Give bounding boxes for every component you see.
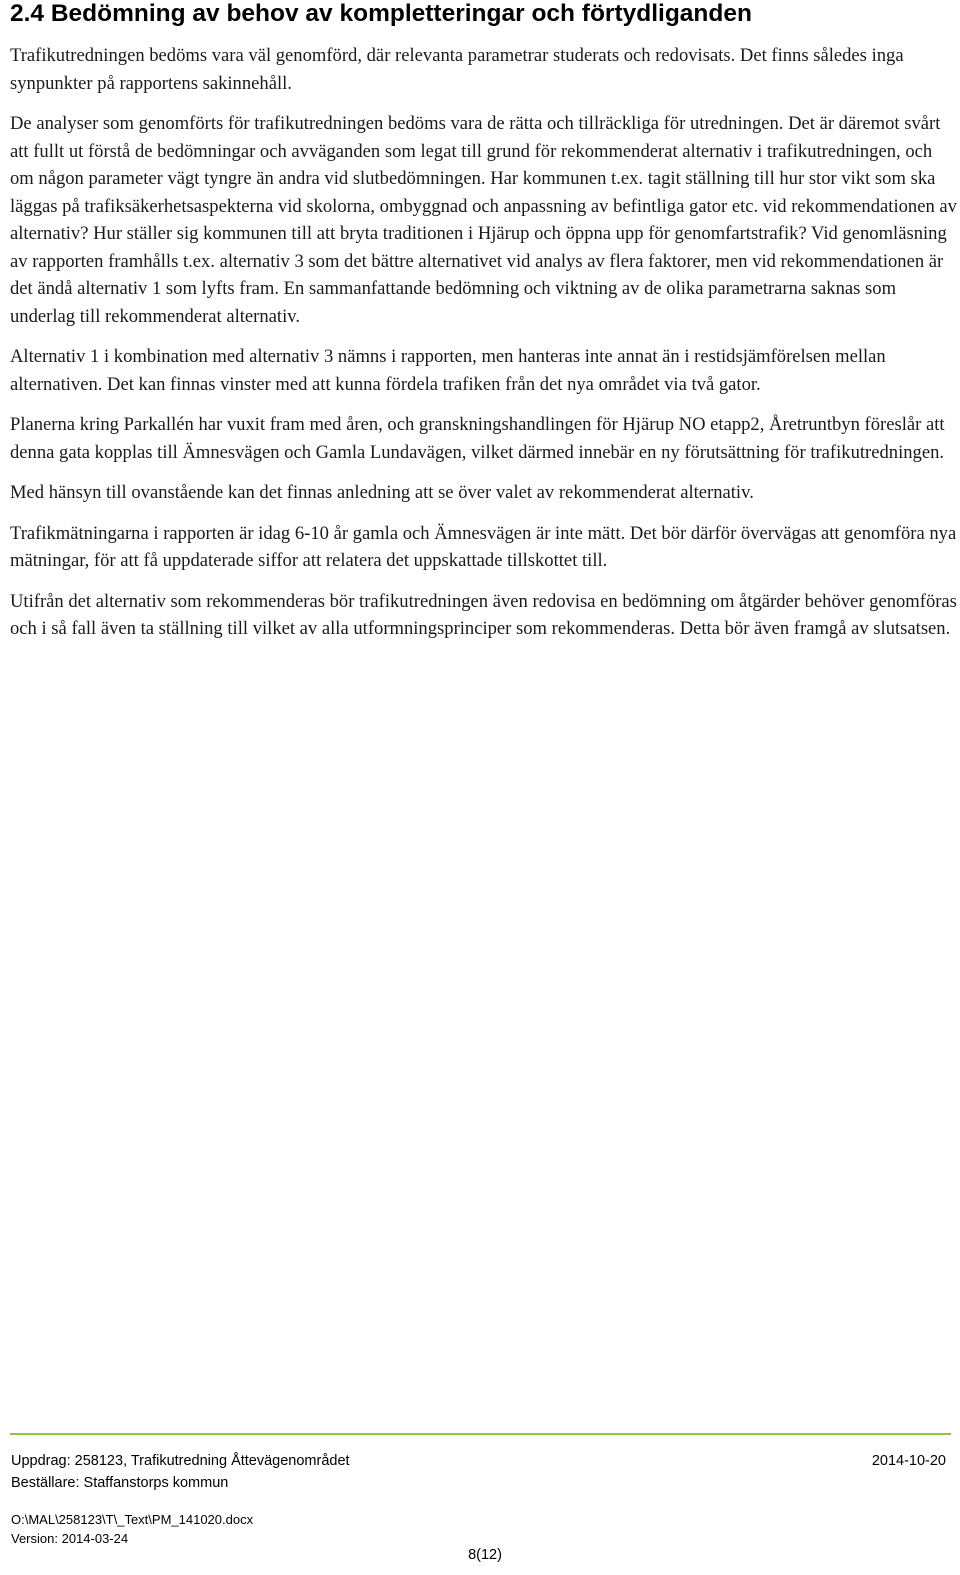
paragraph: Trafikmätningarna i rapporten är idag 6-10 år gamla och Ämnesvägen är inte mätt. Det bör därför övervägas att genomföra nya mätningar, för att få uppdaterade siffor att relatera det uppskattade tillskottet till. [10, 522, 957, 571]
footer-version: Version: 2014-03-24 [11, 1531, 129, 1546]
paragraph: Planerna kring Parkallén har vuxit fram med åren, och granskningshandlingen för Hjärup NO etapp2, Åretruntbyn föreslår att denna gata kopplas till Ämnesvägen och Gamla Lundavägen, vilket därmed innebär en ny förutsättning för trafikutredningen. [10, 414, 945, 463]
paragraph: Alternativ 1 i kombination med alternativ 3 nämns i rapporten, men hanteras inte annat än i restidsjämförelsen mellan alternativen. Det kan finnas vinster med att kunna fördela trafiken från det nya området via två gator. [10, 346, 886, 395]
paragraph: Med hänsyn till ovanstående kan det finnas anledning att se över valet av rekommenderat alternativ. [10, 482, 754, 503]
footer-client-row [11, 1472, 946, 1494]
paragraph: Trafikutredningen bedöms vara väl genomförd, där relevanta parametrar studerats och redovisats. Det finns således inga synpunkter på rapportens sakinnehåll. [10, 45, 904, 94]
page-footer [11, 1450, 946, 1548]
footer-assignment-row [11, 1450, 946, 1472]
section-heading: 2.4 Bedömning av behov av kompletteringar och förtydliganden [10, 0, 752, 27]
footer-client: Beställare: Staffanstorps kommun [11, 1475, 229, 1491]
page-number: 8(12) [468, 1547, 502, 1563]
footer-divider [10, 1433, 951, 1435]
footer-date: 2014-10-20 [871, 1453, 946, 1469]
paragraph: De analyser som genomförts för trafikutredningen bedöms vara de rätta och tillräckliga för utredningen. Det är däremot svårt att fullt ut förstå de bedömningar och avväganden som legat till grund för rekommenderat alternativ i trafikutredningen, och om någon parameter vägt tyngre än andra vid slutbedömningen. Har kommunen t.ex. tagit ställning till hur stor vikt som ska läggas på trafiksäkerhetsaspekterna vid skolorna, ombyggnad och anpassning av befintliga gator etc. vid rekommendationen av alternativ? Hur ställer sig kommunen till att bryta traditionen i Hjärup och öppna upp för genomfartstrafik? Vid genomläsning av rapporten framhålls t.ex. alternativ 3 som det bättre alternativet vid analys av flera faktorer, men vid rekommendationen är det ändå alternativ 1 som lyfts fram. En sammanfattande bedömning och viktning av de olika parametrarna saknas som underlag till rekommenderat alternativ. [10, 113, 957, 327]
footer-assignment: Uppdrag: 258123, Trafikutredning Åttevägenområdet [11, 1453, 350, 1469]
paragraph: Utifrån det alternativ som rekommenderas bör trafikutredningen även redovisa en bedömning om åtgärder behöver genomföras och i så fall även ta ställning till vilket av alla utformningsprinciper som rekommenderas. Detta bör även framgå av slutsatsen. [10, 590, 957, 639]
section-body [10, 42, 958, 656]
footer-file-path: O:\MAL\258123\T\_Text\PM_141020.docx [11, 1512, 254, 1527]
